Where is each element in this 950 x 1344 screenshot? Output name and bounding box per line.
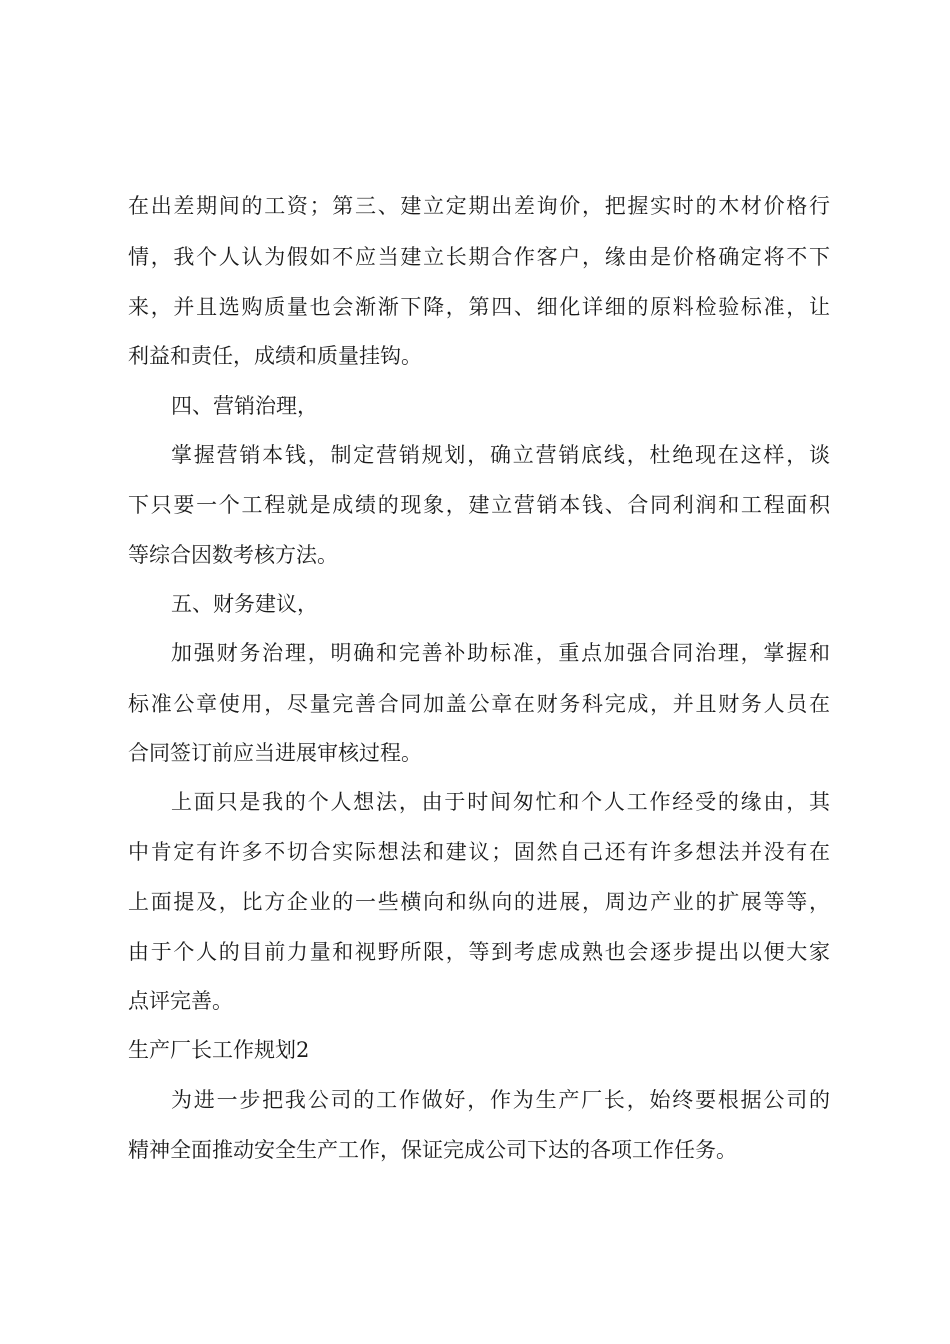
paragraph-line: 在出差期间的工资；第三、建立定期出差询价，把握实时的木材价格行 [128,194,830,218]
paragraph-line: 上面提及，比方企业的一些横向和纵向的进展，周边产业的扩展等等， [128,890,830,914]
paragraph-line: 合同签订前应当进展审核过程。 [128,741,422,765]
paragraph-line: 为进一步把我公司的工作做好，作为生产厂长，始终要根据公司的 [171,1088,830,1112]
paragraph-line: 下只要一个工程就是成绩的现象，建立营销本钱、合同利润和工程面积 [128,493,830,517]
paragraph-line: 点评完善。 [128,989,233,1013]
section-title: 生产厂长工作规划2 [128,1038,310,1062]
section-heading: 四、营销治理， [171,394,318,418]
paragraph-line: 精神全面推动安全生产工作，保证完成公司下达的各项工作任务。 [128,1138,737,1162]
paragraph-line: 由于个人的目前力量和视野所限，等到考虑成熟也会逐步提出以便大家 [128,940,830,964]
paragraph-line: 掌握营销本钱，制定营销规划，确立营销底线，杜绝现在这样，谈 [171,443,830,467]
paragraph-line: 中肯定有许多不切合实际想法和建议；固然自己还有许多想法并没有在 [128,840,830,864]
paragraph-line: 等综合因数考核方法。 [128,543,338,567]
paragraph-line: 标准公章使用，尽量完善合同加盖公章在财务科完成，并且财务人员在 [128,692,830,716]
paragraph-line: 利益和责任，成绩和质量挂钩。 [128,344,422,368]
paragraph-line: 情，我个人认为假如不应当建立长期合作客户，缘由是价格确定将不下 [128,245,830,269]
section-heading: 五、财务建议， [171,592,318,616]
paragraph-line: 加强财务治理，明确和完善补助标准，重点加强合同治理，掌握和 [171,641,830,665]
paragraph-line: 上面只是我的个人想法，由于时间匆忙和个人工作经受的缘由，其 [171,790,830,814]
paragraph-line: 来，并且选购质量也会渐渐下降，第四、细化详细的原料检验标准，让 [128,295,830,319]
